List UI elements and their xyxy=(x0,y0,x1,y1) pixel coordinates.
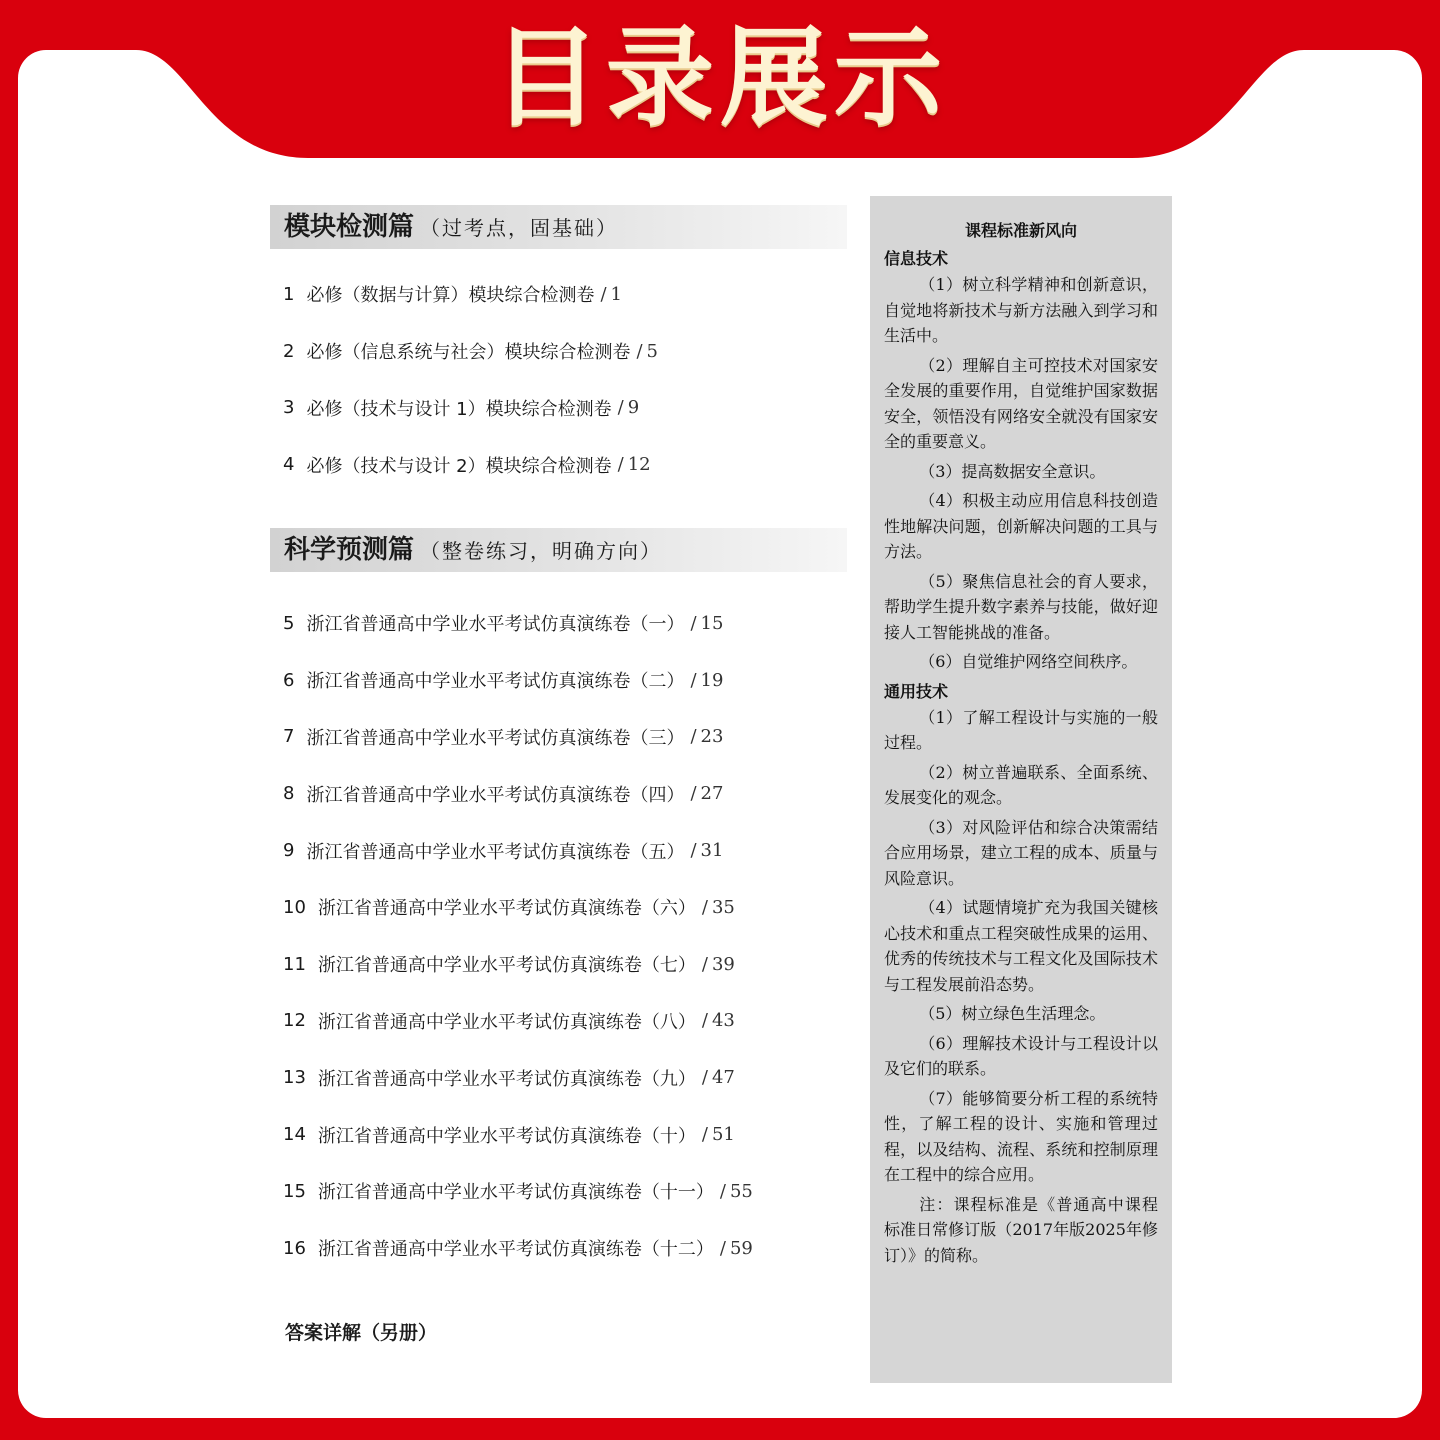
toc-item-number: 3 xyxy=(283,397,295,419)
general-points-list xyxy=(884,705,1158,1188)
toc-separator: / xyxy=(690,612,697,634)
toc-item-number: 1 xyxy=(283,283,295,305)
toc-separator: / xyxy=(617,454,624,476)
sidebar-point: （7）能够简要分析工程的系统特性，了解工程的设计、实施和管理过程，以及结构、流程、系统和控制原理在工程中的综合应用。 xyxy=(884,1088,1158,1184)
toc-item[interactable] xyxy=(283,595,753,652)
section-title: 科学预测篇 xyxy=(284,535,415,565)
sidebar-point: （4）试题情境扩充为我国关键核心技术和重点工程突破性成果的运用、优秀的传统技术与工程文化及国际技术与工程发展前沿态势。 xyxy=(884,898,1158,994)
sidebar-point: （6）自觉维护网络空间秩序。 xyxy=(919,652,1138,671)
toc-page-number: 23 xyxy=(700,726,724,748)
toc-item-title: 浙江省普通高中学业水平考试仿真演练卷（十一） xyxy=(317,1182,714,1204)
sidebar-note: 注：课程标准是《普通高中课程标准日常修订版（2017年版2025年修订）》的简称。 xyxy=(884,1194,1158,1265)
toc-item-title: 浙江省普通高中学业水平考试仿真演练卷（三） xyxy=(306,727,685,749)
toc-item-title: 浙江省普通高中学业水平考试仿真演练卷（十二） xyxy=(317,1239,714,1261)
toc-item-title: 浙江省普通高中学业水平考试仿真演练卷（一） xyxy=(306,614,685,636)
toc-item-title: 必修（技术与设计 2）模块综合检测卷 xyxy=(306,455,612,477)
toc-separator: / xyxy=(701,953,708,975)
toc-item[interactable] xyxy=(283,380,658,437)
toc-separator: / xyxy=(701,1067,708,1089)
toc-item-title: 浙江省普通高中学业水平考试仿真演练卷（七） xyxy=(317,955,696,977)
toc-item-number: 7 xyxy=(283,726,295,748)
toc-page-number: 27 xyxy=(700,783,724,805)
sidebar-point: （2）树立普遍联系、全面系统、发展变化的观念。 xyxy=(884,762,1158,807)
toc-separator: / xyxy=(690,783,697,805)
toc-item-title: 浙江省普通高中学业水平考试仿真演练卷（四） xyxy=(306,784,685,806)
toc-item[interactable] xyxy=(283,1220,753,1277)
section-title: 模块检测篇 xyxy=(284,212,415,242)
toc-page-number: 39 xyxy=(711,953,735,975)
toc-page-number: 55 xyxy=(729,1180,753,1202)
toc-page-number: 35 xyxy=(711,896,735,918)
toc-item[interactable] xyxy=(283,993,753,1050)
toc-separator: / xyxy=(690,840,697,862)
toc-page-number: 43 xyxy=(711,1010,735,1032)
toc-item-title: 浙江省普通高中学业水平考试仿真演练卷（六） xyxy=(317,898,696,920)
toc-separator: / xyxy=(690,726,697,748)
sidebar-point: （2）理解自主可控技术对国家安全发展的重要作用，自觉维护国家数据安全，领悟没有网络安全就没有国家安全的重要意义。 xyxy=(884,355,1158,451)
sidebar-point: （1）了解工程设计与实施的一般过程。 xyxy=(884,707,1158,752)
section-subtitle: （过考点，固基础） xyxy=(420,216,619,240)
toc-item[interactable] xyxy=(283,652,753,709)
toc-separator: / xyxy=(617,397,624,419)
toc-separator: / xyxy=(719,1180,726,1202)
toc-page-number: 59 xyxy=(729,1237,753,1259)
toc-separator: / xyxy=(701,1124,708,1146)
answers-label: 答案详解（另册） xyxy=(285,1322,438,1344)
toc-item-number: 5 xyxy=(283,612,295,634)
toc-separator: / xyxy=(701,1010,708,1032)
sidebar-heading-info: 信息技术 xyxy=(884,249,949,268)
toc-item[interactable] xyxy=(283,266,658,323)
toc-page-number: 15 xyxy=(700,612,724,634)
sidebar-point: （3）提高数据安全意识。 xyxy=(919,461,1106,481)
toc-item-number: 13 xyxy=(283,1067,306,1089)
toc-item[interactable] xyxy=(283,879,753,936)
toc-item-title: 浙江省普通高中学业水平考试仿真演练卷（二） xyxy=(306,671,685,693)
toc-item[interactable] xyxy=(283,765,753,822)
toc-page-number: 9 xyxy=(627,397,640,419)
toc-page-number: 19 xyxy=(700,669,724,691)
toc-item-number: 15 xyxy=(283,1180,306,1202)
toc-item-number: 14 xyxy=(283,1124,306,1146)
toc-separator: / xyxy=(701,896,708,918)
toc-item-number: 12 xyxy=(283,1010,306,1032)
toc-page-number: 12 xyxy=(627,454,651,476)
toc-item-number: 11 xyxy=(283,953,306,975)
toc-item[interactable] xyxy=(283,1106,753,1163)
toc-page-number: 47 xyxy=(711,1067,735,1089)
toc-item[interactable] xyxy=(283,822,753,879)
toc-list-prediction xyxy=(283,595,753,1277)
toc-item-number: 6 xyxy=(283,669,295,691)
sidebar-point: （3）对风险评估和综合决策需结合应用场景，建立工程的成本、质量与风险意识。 xyxy=(884,817,1158,888)
sidebar-point: （6）理解技术设计与工程设计以及它们的联系。 xyxy=(884,1033,1158,1078)
toc-separator: / xyxy=(600,283,607,305)
toc-page-number: 5 xyxy=(646,340,658,362)
toc-item-number: 8 xyxy=(283,783,295,805)
toc-item-title: 浙江省普通高中学业水平考试仿真演练卷（十） xyxy=(317,1125,696,1147)
toc-item-title: 必修（技术与设计 1）模块综合检测卷 xyxy=(306,398,612,420)
sidebar-point: （5）树立绿色生活理念。 xyxy=(919,1004,1106,1023)
toc-item-number: 16 xyxy=(283,1237,306,1259)
toc-item[interactable] xyxy=(283,1049,753,1106)
toc-page-number: 31 xyxy=(700,840,724,862)
toc-separator: / xyxy=(719,1237,726,1259)
toc-item-title: 必修（数据与计算）模块综合检测卷 xyxy=(306,285,595,307)
toc-item[interactable] xyxy=(283,323,658,380)
toc-item-title: 浙江省普通高中学业水平考试仿真演练卷（五） xyxy=(306,841,685,863)
toc-item[interactable] xyxy=(283,436,658,493)
sidebar-point: （5）聚焦信息社会的育人要求，帮助学生提升数字素养与技能，做好迎接人工智能挑战的准备。 xyxy=(884,571,1158,642)
sidebar-heading-general: 通用技术 xyxy=(884,681,949,701)
toc-item[interactable] xyxy=(283,936,753,993)
toc-item-title: 浙江省普通高中学业水平考试仿真演练卷（九） xyxy=(317,1068,696,1090)
toc-list-module xyxy=(283,266,658,493)
section-subtitle: （整卷练习，明确方向） xyxy=(420,539,663,563)
toc-item[interactable] xyxy=(283,1163,753,1220)
toc-item-title: 必修（信息系统与社会）模块综合检测卷 xyxy=(306,342,631,364)
toc-item-number: 9 xyxy=(283,840,295,862)
toc-item[interactable] xyxy=(283,709,753,766)
toc-item-title: 浙江省普通高中学业水平考试仿真演练卷（八） xyxy=(317,1011,696,1033)
curriculum-sidebar xyxy=(870,196,1172,1383)
sidebar-title: 课程标准新风向 xyxy=(964,221,1077,240)
toc-separator: / xyxy=(690,669,697,691)
sidebar-point: （4）积极主动应用信息科技创造性地解决问题，创新解决问题的工具与方法。 xyxy=(884,491,1158,561)
toc-separator: / xyxy=(636,340,643,362)
toc-page-number: 51 xyxy=(711,1124,735,1146)
page-title: 目录展示 xyxy=(491,16,948,141)
section-header-prediction xyxy=(270,528,847,572)
toc-item-number: 2 xyxy=(283,340,295,362)
toc-item-number: 4 xyxy=(283,454,295,476)
section-header-module xyxy=(270,205,847,249)
info-points-list xyxy=(884,272,1158,675)
sidebar-point: （1）树立科学精神和创新意识，自觉地将新技术与新方法融入到学习和生活中。 xyxy=(884,275,1158,345)
toc-item-number: 10 xyxy=(283,896,306,918)
toc-page-number: 1 xyxy=(610,283,622,305)
